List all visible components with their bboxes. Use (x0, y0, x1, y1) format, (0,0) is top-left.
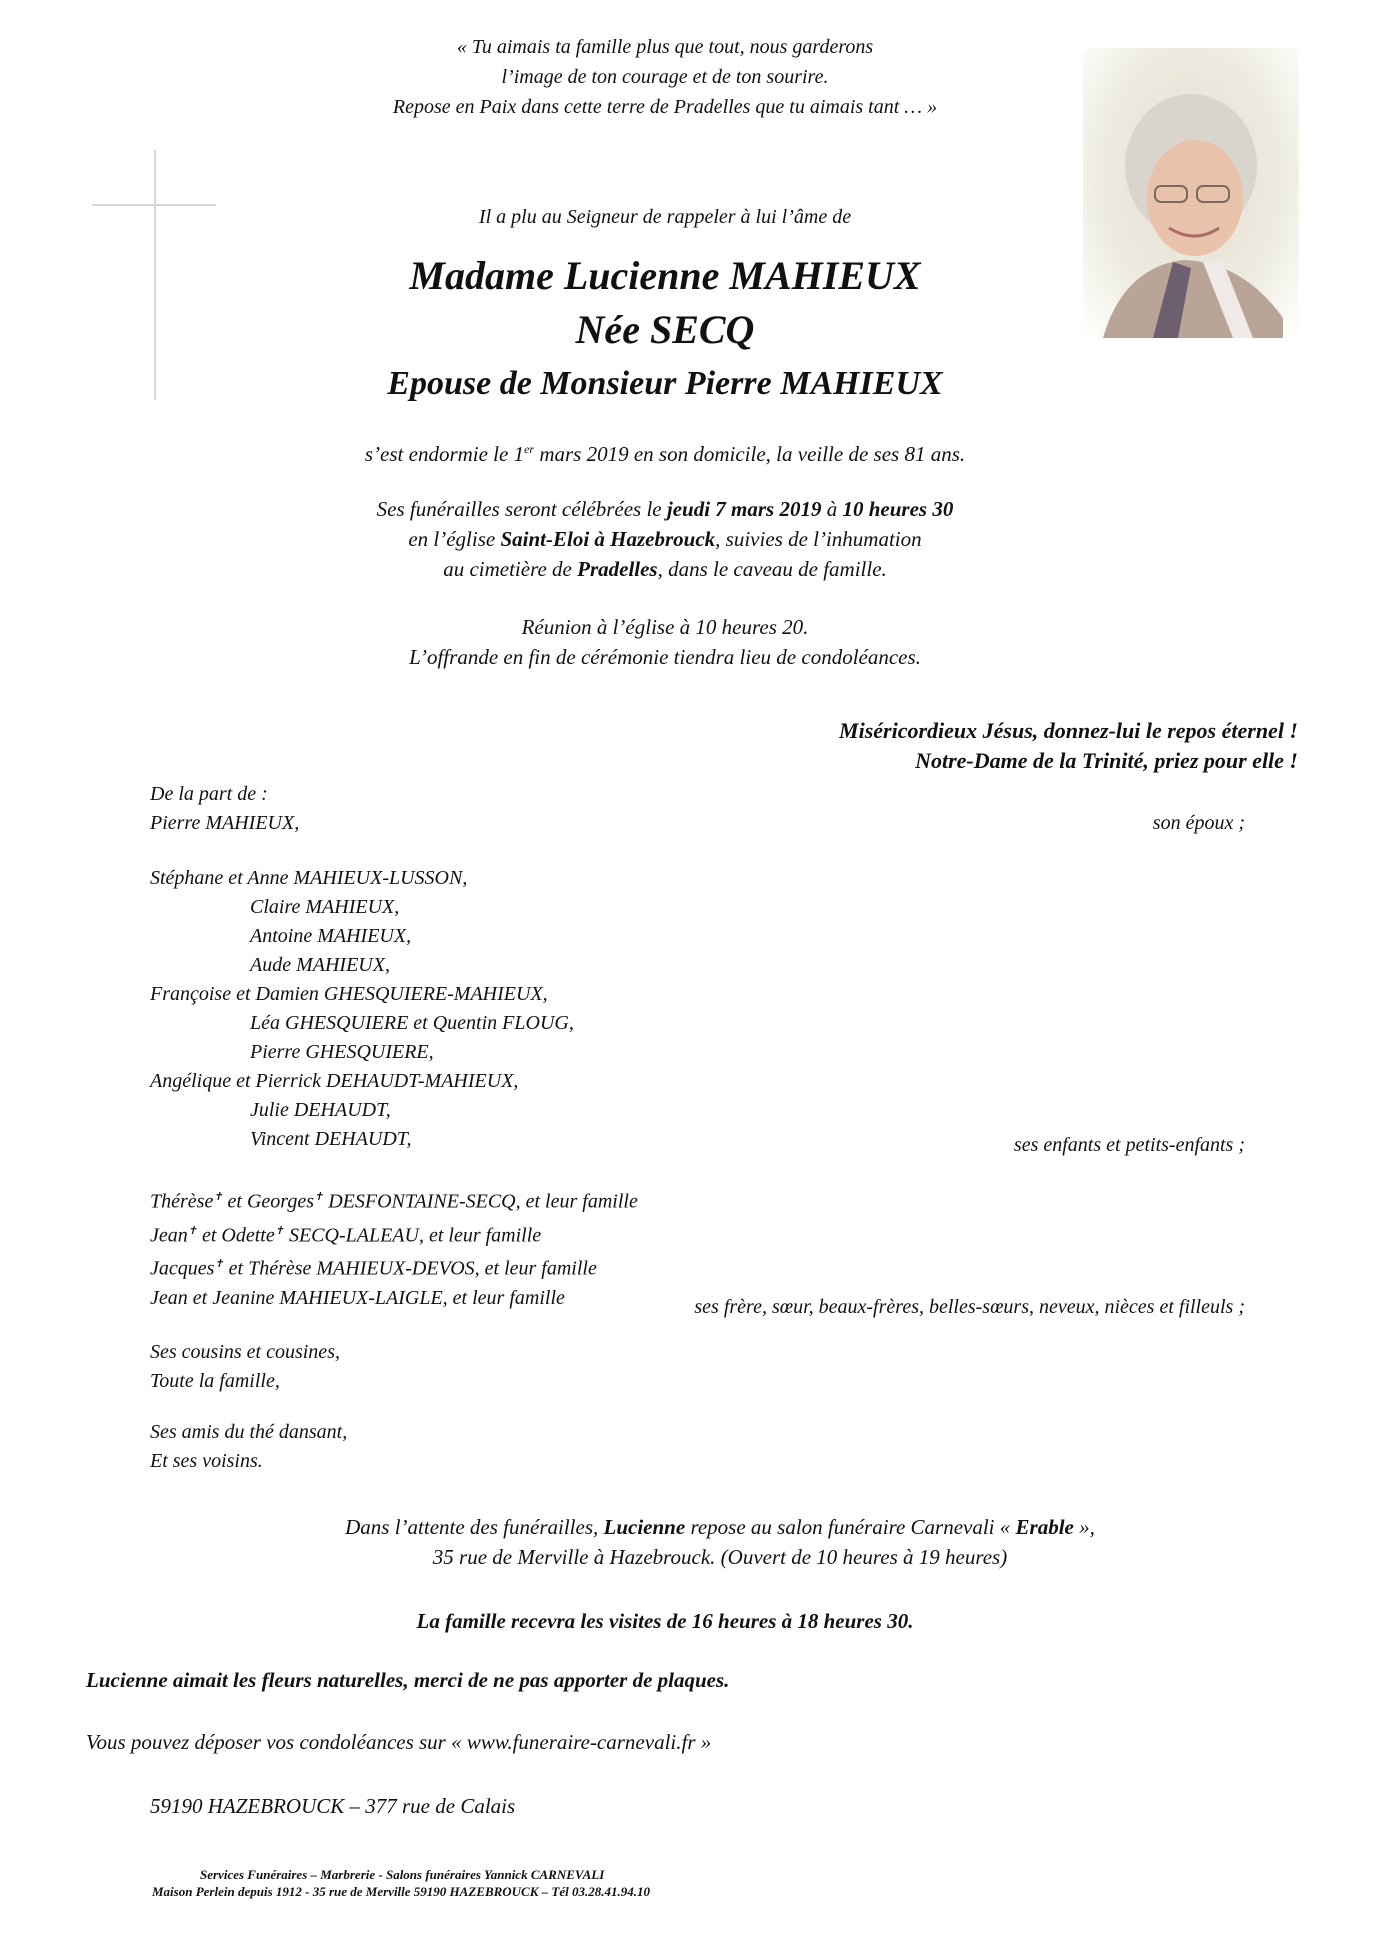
child-entry: Léa GHESQUIERE et Quentin FLOUG, (250, 1012, 574, 1034)
salon-room: Erable (1015, 1515, 1074, 1539)
footer-maison: Maison Perlein depuis 1912 - 35 rue de Merville 59190 HAZEBROUCK – Tél 03.28.41.94.10 (152, 1884, 650, 1899)
flowers-note: Lucienne aimait les fleurs naturelles, merci de ne pas apporter de plaques. (86, 1668, 730, 1692)
siblings-relation: ses frère, sœur, beaux-frères, belles-sœurs, neveux, nièces et filleuls ; (694, 1296, 1245, 1318)
child-entry: Claire MAHIEUX, (250, 896, 400, 918)
husband-relation: son époux ; (1152, 812, 1245, 834)
quote-line: « Tu aimais ta famille plus que tout, nous garderons (456, 36, 874, 58)
death-notice (0, 434, 1330, 469)
funeral-time: 10 heures 30 (842, 497, 954, 521)
child-entry: Vincent DEHAUDT, (250, 1128, 412, 1150)
funeral-text: en l’église (408, 527, 501, 551)
deceased-cross-icon: ✝ (274, 1224, 284, 1237)
funeral-line-3 (0, 554, 1330, 584)
children-relation: ses enfants et petits-enfants ; (1013, 1134, 1245, 1156)
signatories-header: De la part de : (150, 783, 268, 805)
death-text-sup: er (524, 442, 535, 456)
intro-text: Il a plu au Seigneur de rappeler à lui l’âme de (478, 206, 852, 228)
funeral-text: Ses funérailles seront célébrées le (376, 497, 667, 521)
salon-line-2: 35 rue de Merville à Hazebrouck. (Ouvert de 10 heures à 19 heures) (432, 1545, 1008, 1569)
friends-block (150, 1418, 347, 1476)
opening-quote (0, 32, 1330, 122)
funeral-text: , suivies de l’inhumation (715, 527, 922, 551)
deceased-cross-icon: ✝ (214, 1258, 224, 1271)
death-text-pre: s’est endormie le 1 (364, 442, 525, 466)
husband-name: Pierre MAHIEUX, (150, 812, 300, 834)
funeral-line-2 (0, 524, 1330, 554)
salon-text: repose au salon funéraire Carnevali « (685, 1515, 1016, 1539)
deceased-cross-icon: ✝ (213, 1191, 223, 1203)
meeting-info (0, 612, 1330, 672)
funeral-cemetery: Pradelles (577, 557, 658, 581)
sibling-text: et Odette (196, 1224, 275, 1247)
prayers (839, 716, 1298, 776)
friends-line: Et ses voisins. (150, 1450, 263, 1472)
child-entry: Françoise et Damien GHESQUIERE-MAHIEUX, (150, 983, 548, 1005)
salon-name: Lucienne (603, 1515, 686, 1539)
sibling-text: Thérèse (150, 1190, 214, 1213)
condolences-note: Vous pouvez déposer vos condoléances sur « www.funeraire-carnevali.fr » (86, 1730, 712, 1754)
salon-line-1 (0, 1512, 1378, 1542)
sibling-text: SECQ-LALEAU, et leur famille (283, 1224, 542, 1247)
quote-line: Repose en Paix dans cette terre de Pradelles que tu aimais tant … » (392, 96, 938, 118)
deceased-cross-icon: ✝ (187, 1224, 197, 1237)
funeral-details (0, 494, 1330, 584)
meeting-line: Réunion à l’église à 10 heures 20. (521, 615, 809, 639)
visits-info: La famille recevra les visites de 16 heures à 18 heures 30. (416, 1609, 914, 1633)
funeral-line-1 (0, 494, 1330, 524)
funeral-text: , dans le caveau de famille. (657, 557, 887, 581)
meeting-line: L’offrande en fin de cérémonie tiendra lieu de condoléances. (409, 645, 921, 669)
quote-line: l’image de ton courage et de ton sourire. (501, 66, 829, 88)
sibling-row: Jean et Jeanine MAHIEUX-LAIGLE, et leur famille (150, 1286, 565, 1309)
sibling-text: et Thérèse MAHIEUX-DEVOS, et leur famille (223, 1257, 597, 1280)
sibling-text: et Georges (222, 1190, 315, 1213)
footer-services: Services Funéraires – Marbrerie - Salons funéraires Yannick CARNEVALI (200, 1867, 605, 1882)
death-text-post: mars 2019 en son domicile, la veille de ses 81 ans. (534, 442, 966, 466)
salon-text: Dans l’attente des funérailles, (345, 1515, 604, 1539)
maiden-name: Née SECQ (575, 307, 755, 352)
cousins-line: Toute la famille, (150, 1370, 280, 1392)
sibling-text: Jacques (150, 1257, 215, 1280)
spouse-line: Epouse de Monsieur Pierre MAHIEUX (387, 365, 943, 402)
deceased-cross-icon: ✝ (314, 1191, 324, 1203)
child-entry: Pierre GHESQUIERE, (250, 1041, 434, 1063)
child-entry: Julie DEHAUDT, (250, 1099, 391, 1121)
sibling-row (150, 1217, 638, 1251)
sibling-text: DESFONTAINE-SECQ, et leur famille (323, 1190, 638, 1213)
sibling-row (150, 1183, 638, 1217)
children-list (150, 864, 574, 1154)
prayer-line: Notre-Dame de la Trinité, priez pour elle ! (915, 748, 1298, 773)
salon-info (0, 1512, 1378, 1572)
prayer-line: Miséricordieux Jésus, donnez-lui le repos éternel ! (839, 718, 1298, 743)
funeral-date: jeudi 7 mars 2019 (666, 497, 822, 521)
funeral-text: à (821, 497, 843, 521)
child-entry: Angélique et Pierrick DEHAUDT-MAHIEUX, (150, 1070, 519, 1092)
child-entry: Antoine MAHIEUX, (250, 925, 412, 947)
sibling-row (150, 1250, 638, 1284)
sibling-text: Jean (150, 1224, 188, 1247)
funeral-church: Saint-Eloi à Hazebrouck (500, 527, 716, 551)
child-entry: Aude MAHIEUX, (250, 954, 390, 976)
friends-line: Ses amis du thé dansant, (150, 1421, 348, 1443)
siblings-list (150, 1183, 638, 1313)
child-entry: Stéphane et Anne MAHIEUX-LUSSON, (150, 867, 468, 889)
deceased-name: Madame Lucienne MAHIEUX (409, 253, 921, 298)
funeral-text: au cimetière de (443, 557, 578, 581)
salon-text: », (1073, 1515, 1095, 1539)
cousins-line: Ses cousins et cousines, (150, 1341, 340, 1363)
address: 59190 HAZEBROUCK – 377 rue de Calais (150, 1794, 516, 1818)
cousins-block (150, 1338, 340, 1396)
